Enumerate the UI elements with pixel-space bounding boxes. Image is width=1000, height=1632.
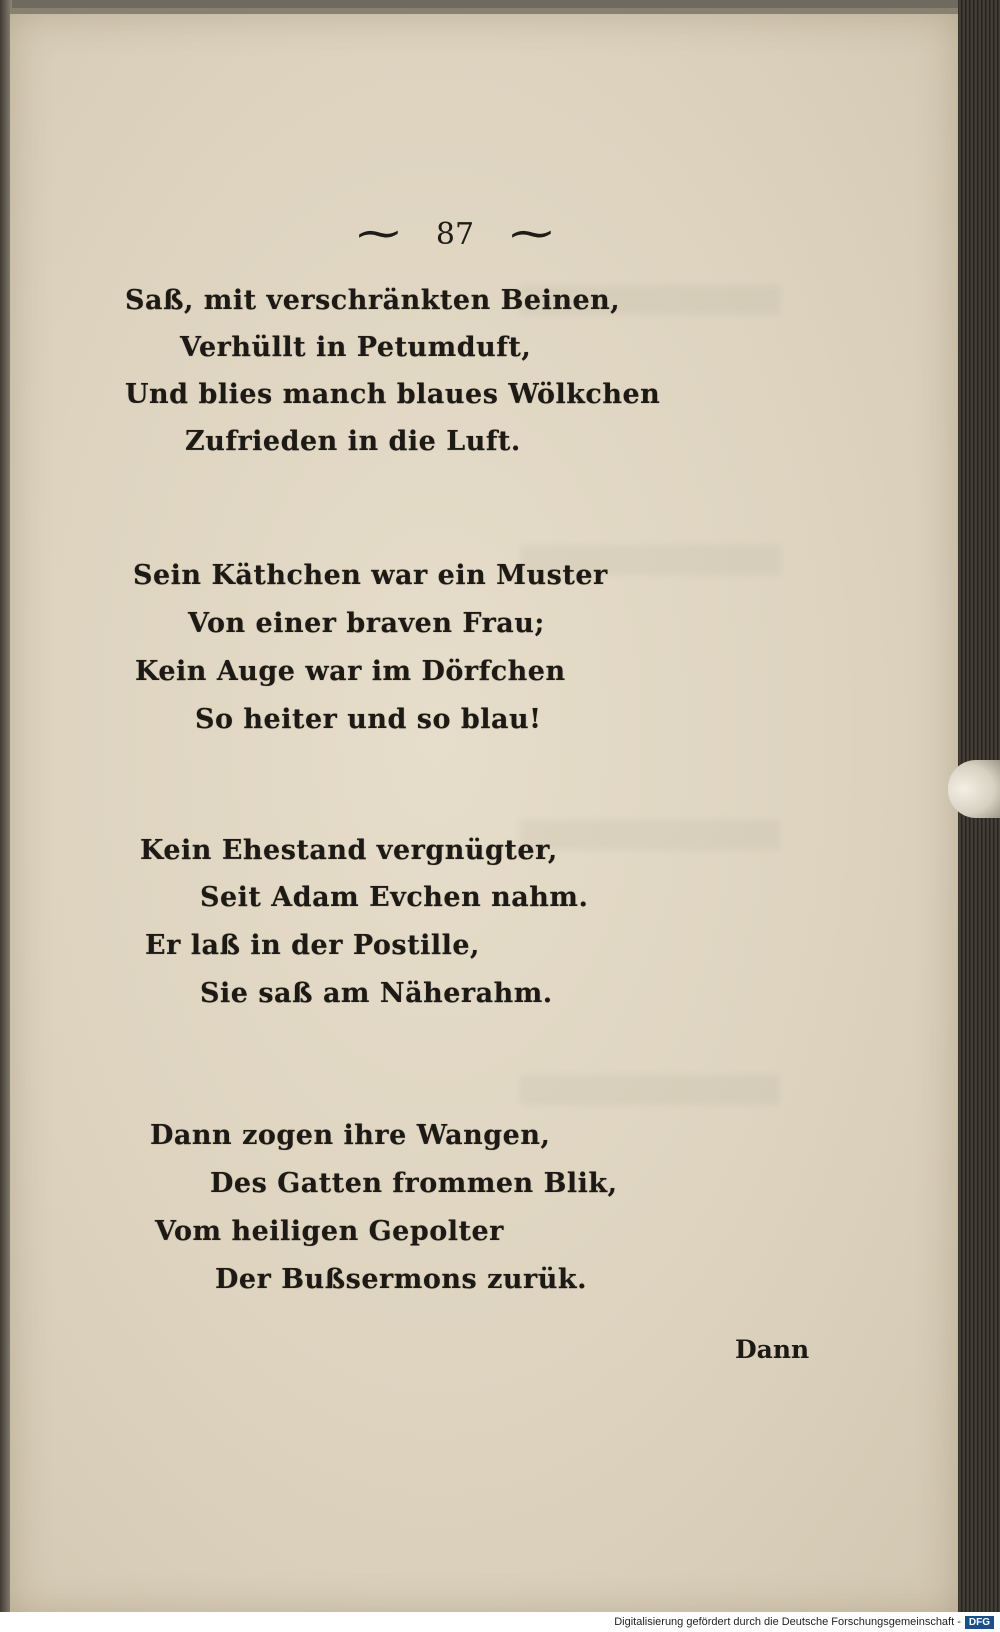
verse-line: Der Bußsermons zurük. — [215, 1264, 588, 1295]
footer-bar — [0, 1612, 1000, 1632]
verse-line: Zufrieden in die Luft. — [185, 426, 521, 457]
page-number: 87 — [435, 216, 475, 252]
bleed-through — [520, 820, 780, 850]
verse-line: Kein Auge war im Dörfchen — [135, 656, 566, 687]
digitization-credit: Digitalisierung gefördert durch die Deutsche Forschungsgemeinschaft - — [614, 1616, 961, 1628]
verse-line: Er laß in der Postille, — [145, 930, 480, 961]
verse-line: Dann zogen ihre Wangen, — [150, 1120, 551, 1151]
verse-line: Sie saß am Näherahm. — [200, 978, 553, 1009]
catchword: Dann — [735, 1335, 810, 1364]
dfg-logo: DFG — [965, 1616, 994, 1629]
verse-line: Und blies manch blaues Wölkchen — [125, 379, 661, 410]
verse-line: So heiter und so blau! — [195, 704, 542, 735]
verse-line: Saß, mit verschränkten Beinen, — [125, 285, 621, 316]
verse-line: Des Gatten frommen Blik, — [210, 1168, 618, 1199]
verse-line: Sein Käthchen war ein Muster — [133, 560, 608, 591]
bookmark-tab — [948, 760, 1000, 818]
verse-line: Von einer braven Frau; — [188, 608, 545, 639]
page-header — [352, 208, 558, 259]
verse-line: Vom heiligen Gepolter — [155, 1216, 504, 1247]
bleed-through — [520, 1075, 780, 1105]
left-ornament: ~ — [352, 208, 405, 259]
verse-line: Kein Ehestand vergnügter, — [140, 835, 558, 866]
verse-line: Verhüllt in Petumduft, — [180, 332, 532, 363]
right-ornament: ~ — [505, 208, 558, 259]
verse-line: Seit Adam Evchen nahm. — [200, 882, 589, 913]
